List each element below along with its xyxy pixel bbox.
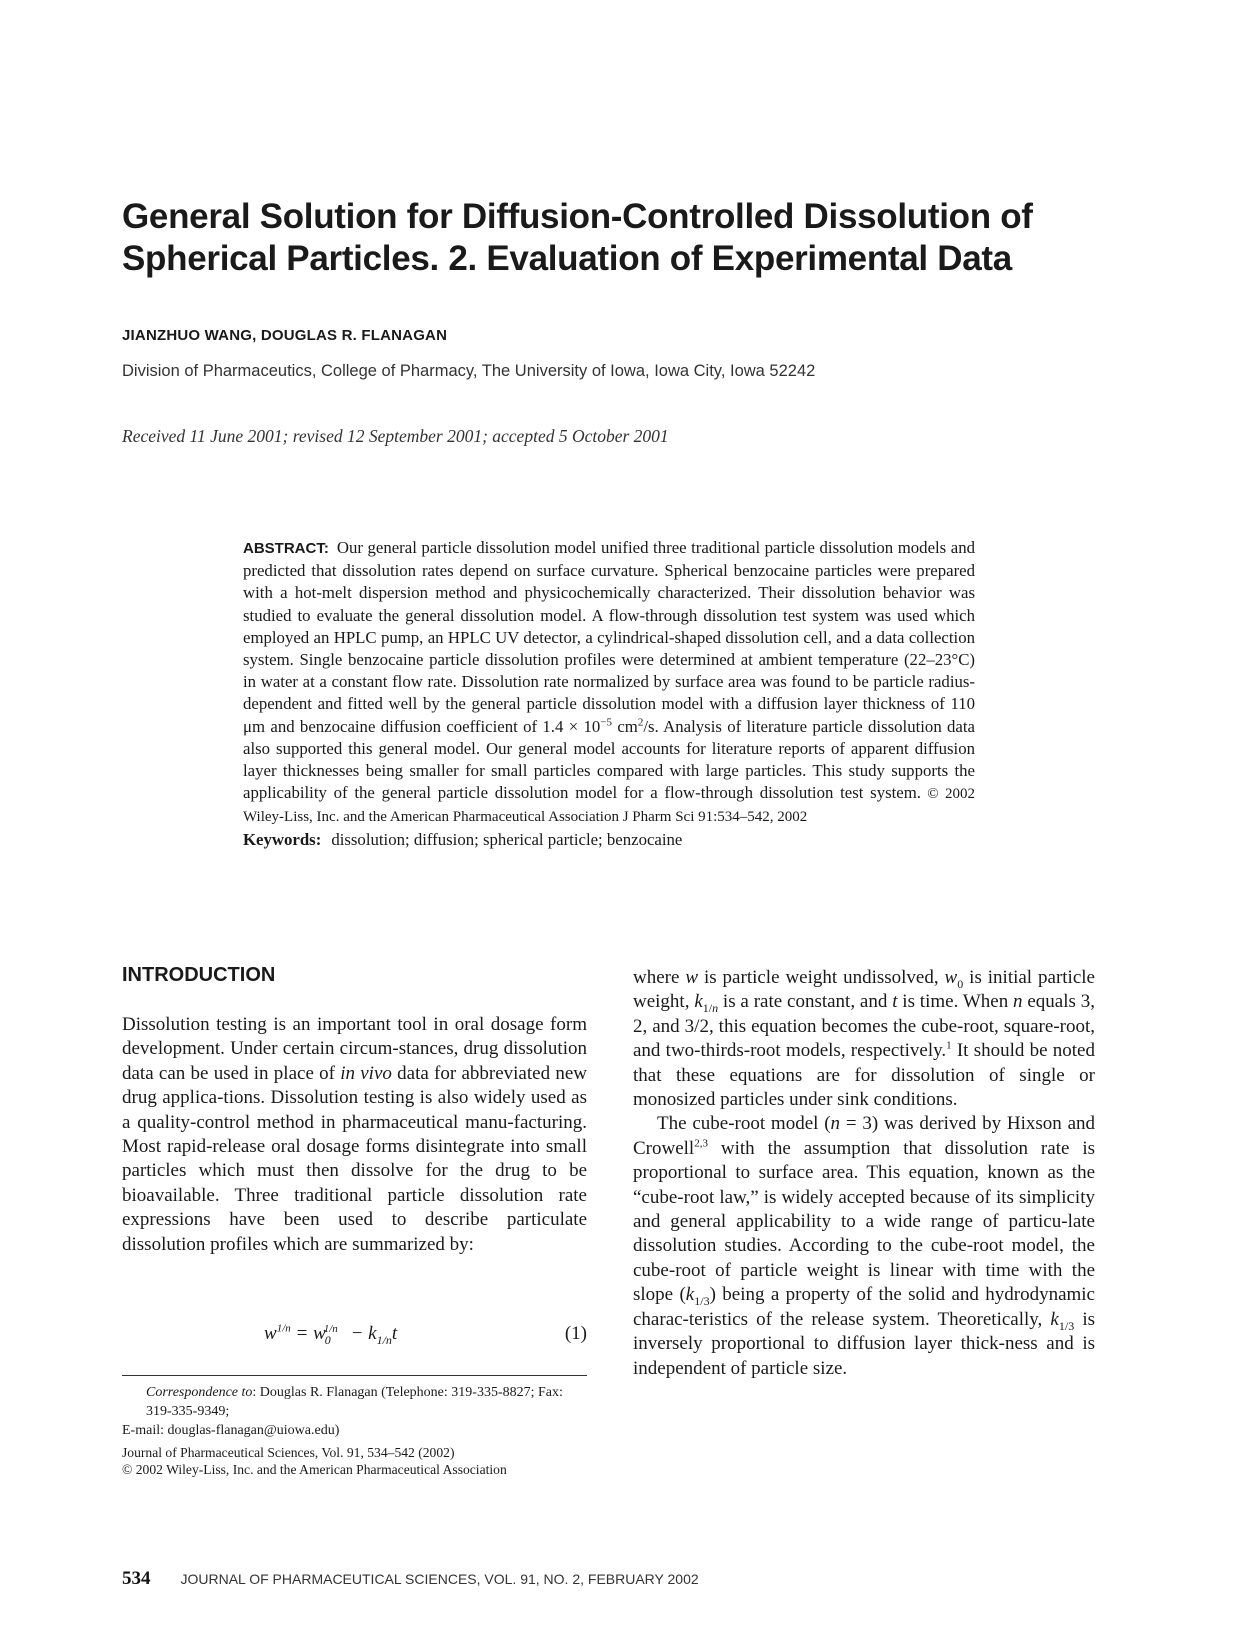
right-column bbox=[633, 966, 1095, 1381]
rc-text: ) being a property of the solid and hydrodynamic charac-teristics of the release system. Theoretically, bbox=[633, 1284, 1095, 1330]
received-dates: Received 11 June 2001; revised 12 September 2001; accepted 5 October 2001 bbox=[122, 426, 669, 446]
running-footer: JOURNAL OF PHARMACEUTICAL SCIENCES, VOL. 91, NO. 2, FEBRUARY 2002 bbox=[180, 1571, 699, 1587]
title-line-2: Spherical Particles. 2. Evaluation of Experimental Data bbox=[122, 239, 1012, 278]
page-footer bbox=[122, 1568, 699, 1590]
abstract-copyright: © 2002 Wiley-Liss, Inc. and the American Pharmaceutical Association J Pharm Sci 91:534–542, 2002 bbox=[243, 786, 975, 826]
introduction-paragraph bbox=[122, 1013, 587, 1257]
keywords-list: dissolution; diffusion; spherical particle; benzocaine bbox=[331, 829, 683, 849]
keywords-label: Keywords: bbox=[243, 829, 322, 849]
correspondence-label: Correspondence to bbox=[146, 1385, 253, 1400]
intro-italic: in vivo bbox=[340, 1062, 392, 1084]
correspondence-text: : Douglas R. Flanagan (Telephone: 319-335-8827; Fax: 319-335-9349; bbox=[146, 1385, 563, 1419]
rc-text: is inversely proportional to diffusion layer thick-ness and is independent of particle size. bbox=[633, 1308, 1095, 1379]
rc-text: It should be noted that these equations are for dissolution of single or monosized particles under sink conditions. bbox=[633, 1040, 1095, 1111]
rc-text: where bbox=[633, 967, 686, 988]
page-number: 534 bbox=[122, 1568, 151, 1589]
equation-number: (1) bbox=[564, 1323, 587, 1344]
rc-text: is time. When bbox=[897, 991, 1014, 1013]
article-title bbox=[122, 196, 1122, 280]
equation-1 bbox=[122, 1323, 587, 1353]
rc-text: ) was derived by Hixson and Crowell bbox=[633, 1113, 1096, 1159]
abstract-text-c: /s. Analysis of literature particle dissolution data also supported this general model. Our general model accounts for literature reports of apparent diffusion layer thicknesses being smaller for small particles compared with large particles. This study supports the applicability of the general particle dissolution model for a flow-through dissolution test system. bbox=[243, 716, 975, 803]
affiliation: Division of Pharmaceutics, College of Pharmacy, The University of Iowa, Iowa City, Iowa 52242 bbox=[122, 362, 816, 380]
abstract-text-b: cm bbox=[612, 716, 638, 736]
introduction-heading: INTRODUCTION bbox=[122, 964, 276, 986]
footnote-rule bbox=[122, 1375, 587, 1376]
reference-marker: 2,3 bbox=[694, 1137, 708, 1150]
rc-text: The cube-root model ( bbox=[657, 1113, 831, 1135]
abstract-exponent-2: 2 bbox=[637, 716, 644, 729]
rc-text: is a rate constant, and bbox=[718, 991, 893, 1013]
rc-text: with the assumption that dissolution rate is proportional to surface area. This equation, known as the “cube-root law,” is widely accepted because of its simplicity and general applicability to a wide range of particu-late dissolution studies. According to the cube-root model, the cube-root of particle weight is linear with time with the slope ( bbox=[633, 1137, 1095, 1306]
journal-note bbox=[122, 1445, 587, 1478]
abstract-text-a: Our general particle dissolution model unified three traditional particle dissolution models and predicted that dissolution rates depend on surface curvature. Spherical benzocaine particles were prepared with a hot-melt dispersion method and physicochemically characterized. Their dissolution behavior was studied to evaluate the general dissolution model. A flow-through dissolution test system was used which employed an HPLC pump, an HPLC UV detector, a cylindrical-shaped dissolution cell, and a data collection system. Single benzocaine particle dissolution profiles were determined at ambient temperature (22–23°C) in water at a constant flow rate. Dissolution rate normalized by surface area was found to be particle radius-dependent and fitted well by the general particle dissolution model with a diffusion layer thickness of 110 μm and benzocaine diffusion coefficient of 1.4 × 10 bbox=[243, 538, 975, 736]
correspondence-footnote bbox=[122, 1383, 587, 1440]
journal-citation: Journal of Pharmaceutical Sciences, Vol. 91, 534–542 (2002) bbox=[122, 1445, 455, 1460]
abstract bbox=[243, 537, 975, 851]
authors: JIANZHUO WANG, DOUGLAS R. FLANAGAN bbox=[122, 327, 448, 344]
correspondence-line bbox=[122, 1383, 587, 1421]
reference-marker: 1 bbox=[946, 1039, 952, 1052]
equation-body: $w^{1/n} = w_0^{1/n} - k_{1/n}t$ bbox=[264, 1322, 398, 1347]
rc-text: is initial particle weight, bbox=[633, 967, 1095, 1013]
abstract-label: ABSTRACT: bbox=[243, 540, 329, 557]
abstract-exponent: −5 bbox=[600, 716, 613, 729]
intro-text-a: Dissolution testing is an important tool in oral dosage form development. Under certain circum-stances, drug dissolution data can be used in place of bbox=[122, 1014, 587, 1084]
rc-text: is particle weight undissolved, bbox=[698, 967, 945, 988]
keywords bbox=[243, 829, 975, 851]
intro-text-b: data for abbreviated new drug applica-tions. Dissolution testing is also widely used as a quality-control method in pharmaceutical manu-facturing. Most rapid-release oral dosage forms disintegrate into small particles which must then dissolve for the drug to be bioavailable. Three traditional particle dissolution rate expressions have been used to describe particulate dissolution profiles which are summarized by: bbox=[122, 1062, 587, 1255]
right-paragraph-2: The cube-root model (n = 3) was derived by Hixson and Crowell$^{2,3}$ with the assumption that dissolution rate is proportional to surface area. This equation, known as the “cube-root law,” is widely accepted because of its simplicity and general applicability to a wide range of particu-late dissolution studies. According to the cube-root model, the cube-root of particle weight is linear with time with the slope $(k_{1/3})$ being a property of the solid and hydrodynamic charac-teristics of the release system. Theoretically, $k_{1/3}$ is inversely proportional to diffusion layer thick-ness and is independent of particle size. bbox=[633, 1113, 1096, 1379]
correspondence-email: E-mail: douglas-flanagan@uiowa.edu) bbox=[122, 1423, 340, 1438]
journal-copyright: © 2002 Wiley-Liss, Inc. and the American Pharmaceutical Association bbox=[122, 1461, 507, 1477]
title-line-1: General Solution for Diffusion-Controlled Dissolution of bbox=[122, 197, 1033, 236]
right-paragraph-1: where w is particle weight undissolved, $w_0$ is initial particle weight, $k_{1/n}$ is a rate constant, and t is time. When n equals 3, 2, and 3/2, this equation becomes the cube-root, square-root, and two-thirds-root models, respectively.$^1$ It should be noted that these equations are for dissolution of single or monosized particles under sink conditions. bbox=[633, 967, 1095, 1111]
rc-text: equals 3, 2, and 3/2, this equation becomes the cube-root, square-root, and two-thirds-root models, respectively. bbox=[633, 991, 1095, 1062]
